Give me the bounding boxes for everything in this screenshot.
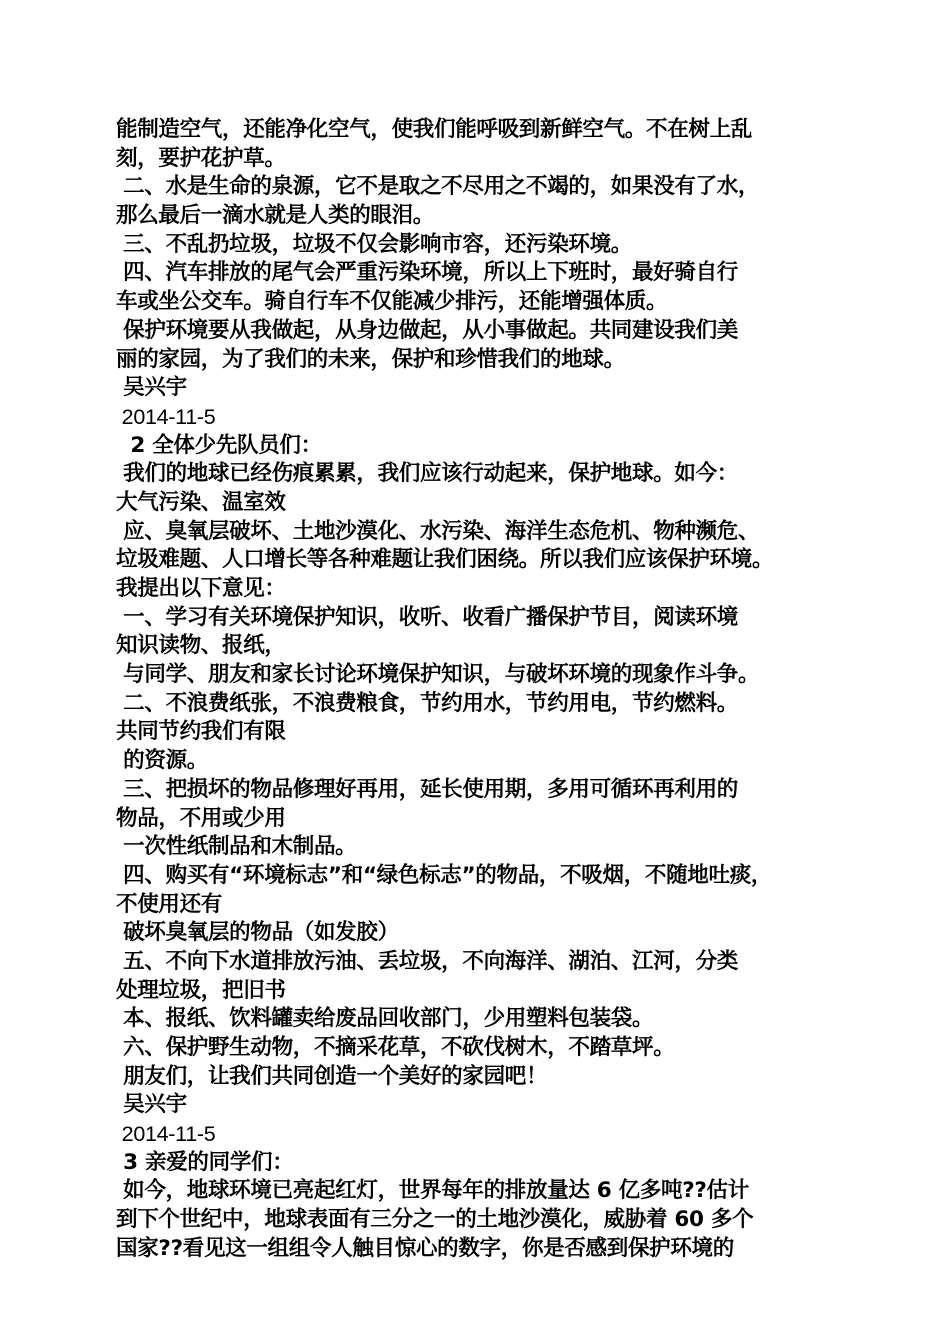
text-line: 吴兴宇 (116, 375, 187, 401)
text-line: 朋友们，让我们共同创造一个美好的家园吧！ (116, 1063, 548, 1089)
text-line: 四、汽车排放的尾气会严重污染环境，所以上下班时，最好骑自行 (116, 260, 738, 286)
text-line: 四、购买有“环境标志”和“绿色标志”的物品，不吸烟，不随地吐痰， (116, 862, 773, 888)
text-line: 2014-11-5 (116, 404, 216, 429)
text-line: 2 全体少先队员们： (116, 432, 322, 458)
text-line: 3 亲爱的同学们： (116, 1149, 294, 1175)
text-line: 共同节约我们有限 (116, 719, 286, 745)
text-line: 车或坐公交车。骑自行车不仅能减少排污，还能增强体质。 (116, 289, 668, 315)
text-line: 一、学习有关环境保护知识，收听、收看广播保护节目，阅读环境 (116, 604, 738, 630)
text-line: 本、报纸、饮料罐卖给废品回收部门，少用塑料包装袋。 (116, 1006, 654, 1032)
text-line: 吴兴宇 (116, 1092, 187, 1118)
text-line: 三、不乱扔垃圾，垃圾不仅会影响市容，还污染环境。 (116, 231, 632, 257)
text-line: 那么最后一滴水就是人类的眼泪。 (116, 203, 435, 229)
text-line: 我提出以下意见： (116, 576, 286, 601)
text-line: 知识读物、报纸， (116, 633, 286, 659)
text-line: 六、保护野生动物，不摘采花草，不砍伐树木，不踏草坪。 (116, 1035, 675, 1060)
text-line: 二、不浪费纸张，不浪费粮食，节约用水，节约用电，节约燃料。 (116, 690, 738, 716)
text-line: 应、臭氧层破坏、土地沙漠化、水污染、海洋生态危机、物种濒危、 (116, 518, 760, 544)
text-line: 处理垃圾，把旧书 (116, 977, 286, 1003)
text-line: 破坏臭氧层的物品（如发胶） (116, 920, 399, 946)
text-line: 不使用还有 (116, 891, 223, 917)
text-line: 三、把损坏的物品修理好再用，延长使用期，多用可循环再利用的 (116, 776, 738, 802)
text-line: 刻，要护花护草。 (116, 145, 286, 171)
document-body (116, 116, 836, 1264)
text-line: 物品，不用或少用 (116, 805, 286, 831)
text-line: 保护环境要从我做起，从身边做起，从小事做起。共同建设我们美 (116, 317, 738, 343)
text-line: 到下个世纪中，地球表面有三分之一的土地沙漠化，威胁着 60 多个 (116, 1207, 754, 1233)
text-line: 一次性纸制品和木制品。 (116, 834, 357, 860)
text-line: 与同学、朋友和家长讨论环境保护知识，与破坏环境的现象作斗争。 (116, 662, 760, 688)
text-line: 的资源。 (116, 748, 208, 774)
text-line: 我们的地球已经伤痕累累，我们应该行动起来，保护地球。如今： (116, 461, 738, 487)
text-line: 五、不向下水道排放污油、丢垃圾，不向海洋、湖泊、江河，分类 (116, 948, 738, 974)
text-line: 丽的家园，为了我们的未来，保护和珍惜我们的地球。 (116, 346, 625, 372)
text-line: 垃圾难题、人口增长等各种难题让我们困绕。所以我们应该保护环境。 (116, 547, 774, 573)
text-line: 大气污染、温室效 (116, 489, 286, 515)
text-line: 二、水是生命的泉源，它不是取之不尽用之不竭的，如果没有了水， (116, 174, 760, 200)
text-line: 国家??看见这一组组令人触目惊心的数字，你是否感到保护环境的 (116, 1235, 734, 1261)
text-line: 2014-11-5 (116, 1122, 216, 1147)
text-line: 如今，地球环境已亮起红灯，世界每年的排放量达 6 亿多吨??估计 (116, 1178, 749, 1204)
text-line: 能制造空气，还能净化空气，使我们能呼吸到新鲜空气。不在树上乱 (116, 117, 753, 142)
